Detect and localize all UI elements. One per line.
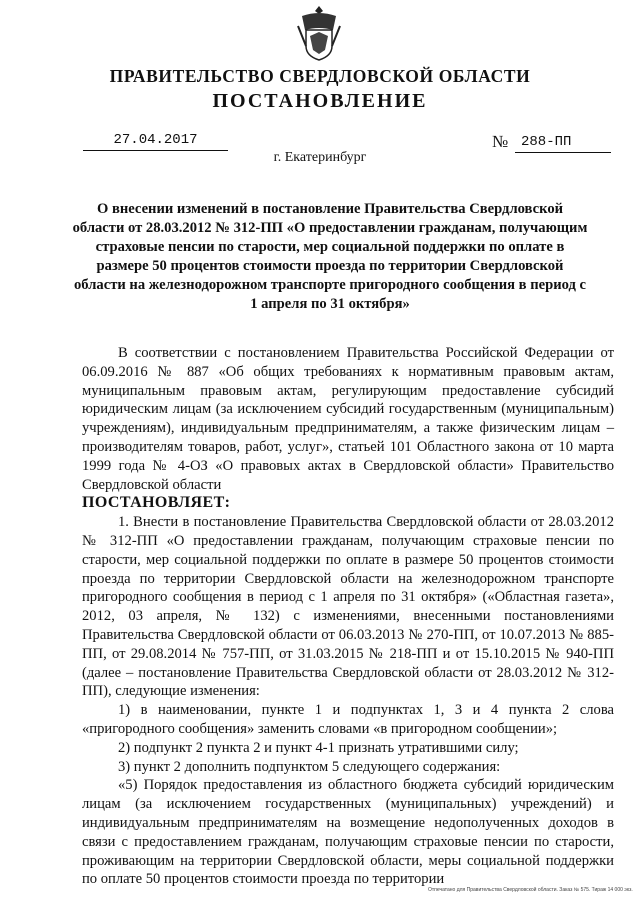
print-footer: Отпечатано для Правительства Свердловской области. Заказ № 575. Тираж 14 000 экз. [428,887,633,893]
document-date: 27.04.2017 [83,132,228,151]
organization-name: ПРАВИТЕЛЬСТВО СВЕРДЛОВСКОЙ ОБЛАСТИ [109,66,531,86]
document-type: ПОСТАНОВЛЕНИЕ [212,90,428,112]
number-label: № [492,132,509,151]
city: г. Екатеринбург [273,150,367,165]
paragraph: 3) пункт 2 дополнить подпунктом 5 следующего содержания: [118,758,501,775]
paragraph: 1) в наименовании, пункте 1 и подпунктах 1, 3 и 4 пункта 2 слова «пригородного сообщения» заменить словами «в пригородном сообщении»; [82,702,614,737]
document-title: О внесении изменений в постановление Правительства Свердловской области от 28.03.2012 № 312-ПП «О предоставлении гражданам, получающим страховые пенсии по старости, мер социальной поддержки по оплате в размере 50 процентов стоимости проезда по территории Свердловской области на железнодорожном транспорте пригородного сообщения в период с 1 апреля по 31 октября» [72,201,588,312]
coat-of-arms-icon [296,4,342,62]
paragraph: «5) Порядок предоставления из областного бюджета субсидий юридическим лицам (за исключением государственных (муниципальных) учреждений) и индивидуальным предпринимателям на возмещение недополученных доходов в связи с предоставлением гражданам, получающим страховые пенсии по старости, проживающим на территории Свердловской области, меры социальной поддержки по оплате 50 процентов стоимости проезда по территории [82,777,614,888]
preamble: В соответствии с постановлением Правительства Российской Федерации от 06.09.2016 № 887 «Об общих требованиях к нормативным правовым актам, муниципальным правовым актам, регулирующим предоставление субсидий юридическим лицам (за исключением субсидий государственным (муниципальным) учреждениям), индивидуальным предпринимателям, а также физическим лицам – производителям товаров, работ, услуг», статьей 101 Областного закона от 10 марта 1999 года № 4-ОЗ «О правовых актах в Свердловской области» Правительство Свердловской области [82,345,614,493]
document-number: 288-ПП [515,134,611,153]
resolves-heading: ПОСТАНОВЛЯЕТ: [82,494,231,512]
paragraph: 2) подпункт 2 пункта 2 и пункт 4-1 признать утратившими силу; [118,739,519,756]
document-body [82,344,614,889]
paragraph: 1. Внести в постановление Правительства Свердловской области от 28.03.2012 № 312-ПП «О предоставлении гражданам, получающим страховые пенсии по старости, мер социальной поддержки по оплате в размере 50 процентов стоимости проезда по территории Свердловской области на железнодорожном транспорте пригородного сообщения в период с 1 апреля по 31 октября» («Областная газета», 2012, 03 апреля, № 132) с изменениями, внесенными постановлениями Правительства Свердловской области от 06.03.2013 № 270-ПП, от 10.07.2013 № 885-ПП, от 29.08.2014 № 757-ПП, от 31.03.2015 № 218-ПП и от 15.10.2015 № 940-ПП (далее – постановление Правительства Свердловской области от 28.03.2012 № 312-ПП), следующие изменения: [82,514,614,700]
